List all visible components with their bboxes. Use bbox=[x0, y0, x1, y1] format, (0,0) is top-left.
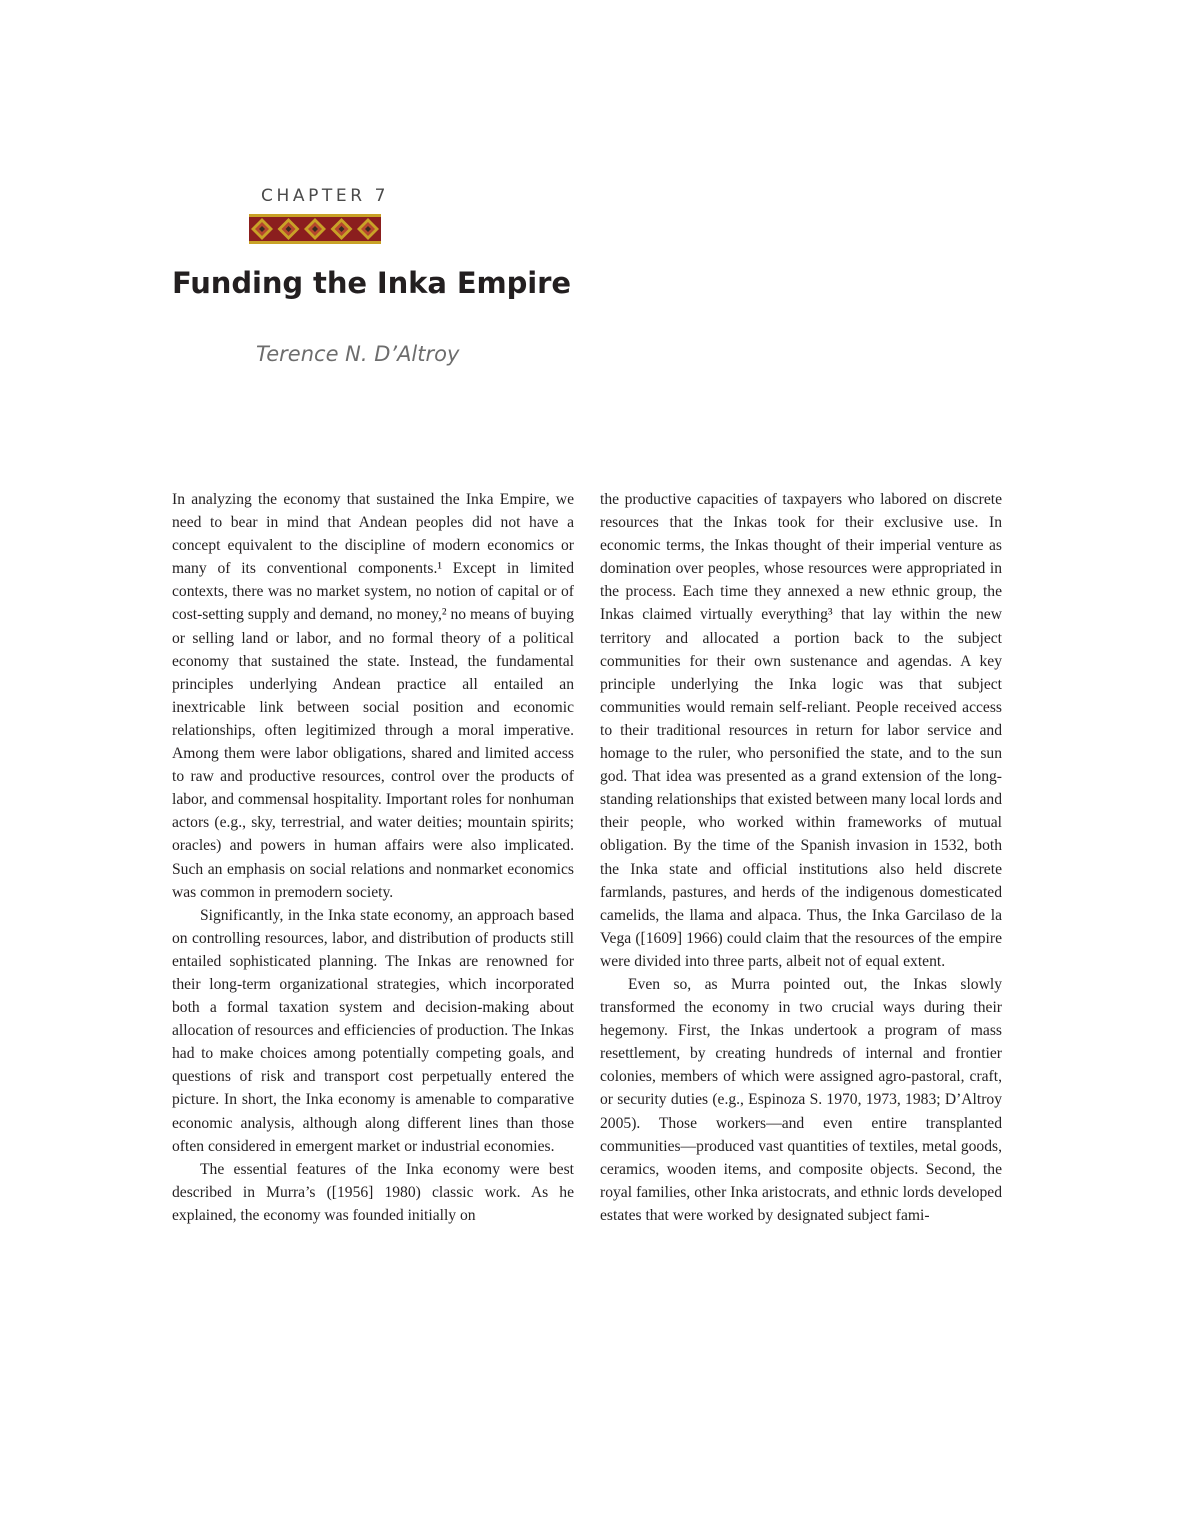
paragraph: the productive capacities of taxpayers who labored on discrete resources that the Inkas took for their exclusive use. In economic terms, the Inkas thought of their imperial venture as domination over peoples, whose resources were appropriated in the process. Each time they annexed a new ethnic group, the Inkas claimed virtually everything³ that lay within the new territory and allocated a portion back to the subject communities for their own sustenance and agendas. A key principle underlying the Inka logic was that subject communities would remain self-reliant. People received access to their traditional resources in return for labor service and homage to the ruler, who personified the state, and to the sun god. That idea was presented as a grand extension of the long-standing relationships that existed between many local lords and their people, who worked within frameworks of mutual obligation. By the time of the Spanish invasion in 1532, both the Inka state and official institutions also held discrete farmlands, pastures, and herds of the indigenous domesticated camelids, the llama and alpaca. Thus, the Inka Garcilaso de la Vega ([1609] 1966) could claim that the resources of the empire were divided into three parts, albeit not of equal extent. bbox=[600, 491, 1002, 970]
paragraph: Significantly, in the Inka state economy, an approach based on controlling resources, labor, and distribution of products still entailed sophisticated planning. The Inkas are renowned for their long-term organizational strategies, which incorporated both a formal taxation system and decision-making about allocation of resources and efficiencies of production. The Inkas had to make choices among potentially competing goals, and questions of risk and transport cost perpetually entered the picture. In short, the Inka economy is amenable to comparative economic analysis, although along different lines than those often considered in emergent market or industrial economies. bbox=[172, 906, 574, 1155]
chapter-title: Funding the Inka Empire bbox=[172, 266, 571, 300]
left-column bbox=[172, 488, 574, 1227]
paragraph: Even so, as Murra pointed out, the Inkas slowly transformed the economy in two crucial ways during their hegemony. First, the Inkas undertook a program of mass resettlement, by creating hundreds of internal and frontier colonies, members of which were assigned agro-pastoral, craft, or security duties (e.g., Espinoza S. 1970, 1973, 1983; D’Altroy 2005). Those workers—and even entire transplanted communities—produced vast quantities of textiles, metal goods, ceramics, wooden items, and composite objects. Second, the royal families, other Inka aristocrats, and ethnic lords developed estates that were worked by designated subject fami- bbox=[600, 975, 1002, 1224]
author-name: Terence N. D’Altroy bbox=[256, 342, 460, 366]
paragraph: The essential features of the Inka economy were best described in Murra’s ([1956] 1980) classic work. As he explained, the economy was founded initially on bbox=[172, 1160, 574, 1224]
right-column bbox=[600, 488, 1002, 1227]
paragraph: In analyzing the economy that sustained the Inka Empire, we need to bear in mind that Andean peoples did not have a concept equivalent to the discipline of modern economics or many of its conventional components.¹ Except in limited contexts, there was no market system, no notion of capital or of cost-setting supply and demand, no money,² no means of buying or selling land or labor, and no formal theory of a political economy that sustained the state. Instead, the fundamental principles underlying Andean practice all entailed an inextricable link between social position and economic relationships, often legitimized through a moral imperative. Among them were labor obligations, shared and limited access to raw and productive resources, control over the products of labor, and commensal hospitality. Important roles for nonhuman actors (e.g., sky, terrestrial, and water deities; mountain spirits; oracles) and powers in human affairs were also implicated. Such an emphasis on social relations and nonmarket economics was common in premodern society. bbox=[172, 491, 574, 901]
chapter-ornament bbox=[249, 214, 381, 244]
chapter-label: CHAPTER 7 bbox=[261, 186, 390, 206]
